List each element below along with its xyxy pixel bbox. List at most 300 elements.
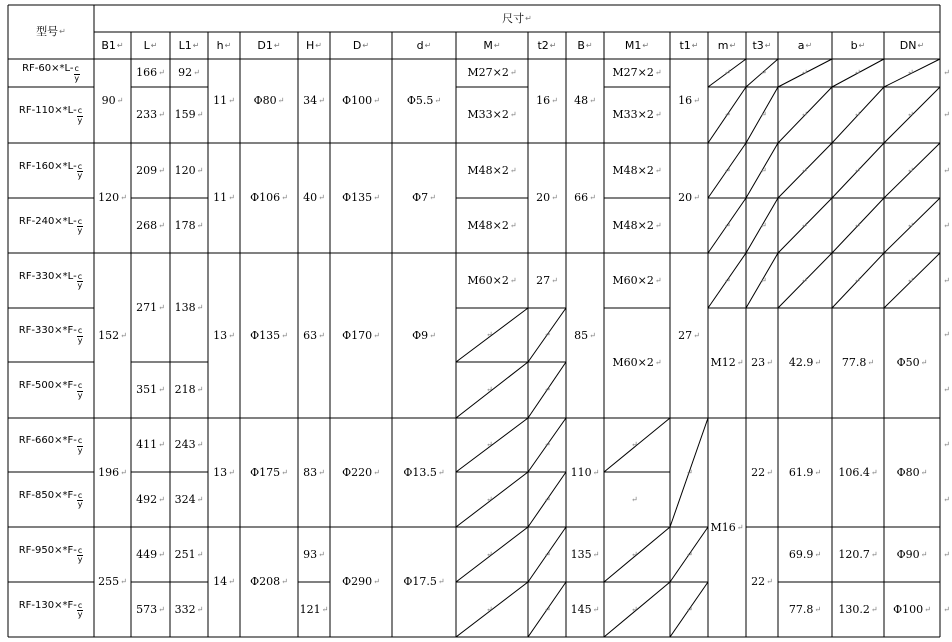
empty-cell-b (832, 87, 884, 143)
empty-cell-dn (884, 198, 940, 253)
empty-cell-t1 (670, 418, 708, 527)
value-cell-d (392, 253, 456, 418)
cell-value: M12 (710, 356, 736, 370)
paragraph-mark-icon: ↵ (766, 577, 773, 586)
fraction-numerator: c (77, 326, 83, 336)
paragraph-mark-icon: ↵ (943, 385, 950, 394)
value-cell-l1 (170, 527, 208, 582)
model-code: RF-500×*F- (18, 380, 77, 392)
paragraph-mark-icon: ↵ (318, 193, 325, 202)
model-name (19, 105, 83, 125)
fraction-numerator: c (74, 64, 79, 74)
paragraph-mark-icon: ↵ (116, 96, 124, 105)
paragraph-mark-icon: ↵ (434, 96, 442, 105)
paragraph-mark-icon: ↵ (592, 467, 600, 477)
fraction-numerator: c (77, 106, 83, 116)
paragraph-mark-icon: ↵ (589, 96, 596, 105)
column-header-a (778, 32, 832, 59)
value-cell-a (778, 527, 832, 582)
value-cell-m (456, 253, 528, 308)
paragraph-mark-icon: ↵ (592, 549, 600, 559)
empty-cell-m (708, 87, 746, 143)
cell-value: Φ170 (342, 328, 373, 342)
row-end-mark (941, 87, 951, 143)
cell-value: 20 (678, 191, 693, 205)
cell-value: 16 (536, 94, 551, 108)
model-fraction (74, 65, 80, 83)
cell-value: 324 (174, 492, 196, 506)
paragraph-mark-icon: ↵ (196, 110, 204, 119)
paragraph-mark-icon: ↵ (691, 40, 699, 50)
empty-cell-dn (884, 59, 940, 87)
paragraph-mark-icon: ↵ (943, 220, 950, 230)
value-cell-d (330, 59, 392, 143)
paragraph-mark-icon: ↵ (814, 549, 822, 559)
paragraph-mark-icon: ↵ (592, 604, 600, 614)
cell-value: 16 (678, 94, 693, 108)
cell-value: 69.9 (788, 547, 814, 561)
column-header-h (298, 32, 330, 59)
header-dimensions-label: 尺寸 (502, 11, 525, 25)
value-cell-t2 (528, 143, 566, 253)
cell-value: Φ80 (896, 465, 920, 479)
cell-value: Φ80 (253, 94, 277, 108)
paragraph-mark-icon: ↵ (281, 577, 288, 586)
paragraph-mark-icon: ↵ (766, 358, 773, 367)
value-cell-d1 (240, 143, 298, 253)
column-header-t2 (528, 32, 566, 59)
paragraph-mark-icon: ↵ (362, 40, 370, 50)
fraction-denominator: y (77, 390, 83, 400)
paragraph-mark-icon: ↵ (920, 467, 928, 477)
value-cell-l (131, 582, 170, 637)
empty-cell-t3 (746, 143, 778, 198)
value-cell-m (708, 308, 746, 418)
cell-value: 120 (174, 163, 196, 177)
column-header-label: D1 (257, 38, 273, 52)
paragraph-mark-icon: ↵ (943, 275, 950, 285)
fraction-numerator: c (77, 490, 83, 500)
empty-cell-b (832, 198, 884, 253)
paragraph-mark-icon: ↵ (509, 68, 517, 77)
value-cell-h (298, 253, 330, 418)
model-fraction (77, 437, 83, 455)
value-cell-d1 (240, 253, 298, 418)
column-header-label: d (416, 38, 424, 52)
value-cell-t2 (528, 59, 566, 143)
fraction-denominator: y (77, 171, 83, 180)
paragraph-mark-icon: ↵ (814, 358, 822, 367)
paragraph-mark-icon: ↵ (917, 40, 925, 50)
paragraph-mark-icon: ↵ (870, 467, 878, 477)
paragraph-mark-icon: ↵ (373, 193, 380, 202)
empty-cell-t3 (746, 253, 778, 308)
empty-cell-t2 (528, 472, 566, 527)
model-cell (8, 143, 94, 198)
model-fraction (77, 492, 83, 510)
value-cell-l1 (170, 253, 208, 362)
cell-value: Φ290 (342, 575, 373, 589)
value-cell-m1 (604, 308, 670, 418)
model-fraction (77, 107, 83, 125)
paragraph-mark-icon: ↵ (551, 96, 558, 105)
value-cell-dn (884, 527, 940, 582)
model-code: RF-950×*F- (18, 544, 77, 556)
cell-value: Φ13.5 (403, 465, 437, 479)
paragraph-mark-icon: ↵ (760, 220, 767, 230)
row-end-mark (941, 198, 951, 253)
cell-value: M33×2 (467, 108, 509, 122)
empty-cell-t2 (528, 582, 566, 637)
empty-cell-m (456, 308, 528, 362)
column-header-label: L (143, 38, 150, 52)
paragraph-mark-icon: ↵ (373, 577, 380, 586)
empty-cell-m (456, 527, 528, 582)
model-name (19, 600, 84, 620)
model-fraction (77, 602, 83, 620)
paragraph-mark-icon: ↵ (631, 494, 638, 504)
model-name (19, 490, 84, 510)
cell-value: 411 (136, 438, 158, 452)
paragraph-mark-icon: ↵ (760, 68, 767, 77)
paragraph-mark-icon: ↵ (544, 440, 551, 449)
paragraph-mark-icon: ↵ (943, 165, 950, 175)
paragraph-mark-icon: ↵ (321, 604, 329, 614)
column-header-l1 (170, 32, 208, 59)
empty-cell-t3 (746, 198, 778, 253)
column-header-label: t2 (537, 38, 549, 52)
paragraph-mark-icon: ↵ (59, 27, 66, 36)
column-header-label: B1 (101, 38, 116, 52)
paragraph-mark-icon: ↵ (158, 110, 165, 119)
value-cell-t3 (746, 418, 778, 527)
paragraph-mark-icon: ↵ (273, 40, 281, 50)
paragraph-mark-icon: ↵ (631, 440, 638, 449)
paragraph-mark-icon: ↵ (509, 165, 517, 175)
row-end-mark (941, 253, 951, 308)
paragraph-mark-icon: ↵ (551, 275, 558, 285)
value-cell-d1 (240, 59, 298, 143)
header-dimensions (94, 5, 940, 32)
paragraph-mark-icon: ↵ (544, 330, 551, 339)
fraction-denominator: y (77, 445, 83, 455)
row-end-mark (941, 418, 951, 472)
cell-value: Φ135 (250, 328, 281, 342)
cell-value: Φ208 (250, 575, 281, 589)
fraction-denominator: y (74, 73, 80, 83)
paragraph-mark-icon: ↵ (924, 604, 931, 614)
model-code: RF-850×*F- (18, 489, 77, 501)
paragraph-mark-icon: ↵ (424, 40, 432, 50)
fraction-denominator: y (77, 610, 83, 619)
value-cell-m1 (604, 59, 670, 87)
model-code: RF-330×*L- (18, 270, 77, 282)
cell-value: Φ106 (250, 191, 281, 205)
value-cell-t3 (746, 527, 778, 637)
value-cell-dn (884, 308, 940, 418)
paragraph-mark-icon: ↵ (373, 330, 380, 340)
value-cell-b (566, 418, 604, 527)
empty-cell-m1 (604, 418, 670, 472)
empty-cell-m1 (604, 527, 670, 582)
paragraph-mark-icon: ↵ (228, 330, 235, 340)
cell-value: M60×2 (612, 273, 654, 287)
value-cell-h (208, 253, 240, 418)
column-header-d (392, 32, 456, 59)
cell-value: 13 (213, 465, 228, 479)
empty-cell-a (778, 253, 832, 308)
value-cell-m1 (604, 143, 670, 198)
cell-value: 120 (98, 191, 120, 205)
paragraph-mark-icon: ↵ (318, 467, 325, 477)
fraction-numerator: c (77, 381, 83, 391)
cell-value: 93 (303, 547, 318, 561)
column-header-label: L1 (178, 38, 192, 52)
cell-value: 42.9 (788, 356, 814, 370)
column-header-label: H (306, 38, 315, 52)
model-name (19, 271, 83, 291)
paragraph-mark-icon: ↵ (801, 110, 808, 119)
cell-value: 209 (136, 163, 158, 177)
paragraph-mark-icon: ↵ (907, 220, 914, 230)
empty-cell-a (778, 143, 832, 198)
value-cell-l (131, 472, 170, 527)
fraction-denominator: y (77, 281, 83, 290)
empty-cell-m (456, 418, 528, 472)
cell-value: 218 (174, 383, 196, 397)
column-header-t3 (746, 32, 778, 59)
cell-value: 268 (136, 218, 158, 232)
column-header-label: DN (899, 38, 917, 52)
fraction-numerator: c (77, 161, 83, 171)
column-header-label: t1 (679, 38, 691, 52)
paragraph-mark-icon: ↵ (196, 494, 204, 504)
value-cell-b (566, 253, 604, 418)
cell-value: 135 (570, 547, 592, 561)
model-cell (8, 198, 94, 253)
paragraph-mark-icon: ↵ (228, 96, 235, 105)
paragraph-mark-icon: ↵ (589, 193, 596, 202)
paragraph-mark-icon: ↵ (525, 13, 532, 23)
empty-cell-t3 (746, 59, 778, 87)
paragraph-mark-icon: ↵ (281, 193, 288, 202)
value-cell-l1 (170, 418, 208, 472)
model-cell (8, 59, 94, 87)
model-cell (8, 253, 94, 308)
value-cell-t3 (746, 308, 778, 418)
fraction-denominator: y (77, 115, 83, 125)
value-cell-l1 (170, 198, 208, 253)
paragraph-mark-icon: ↵ (693, 330, 700, 340)
value-cell-l (131, 87, 170, 143)
cell-value: 130.2 (838, 602, 870, 616)
cell-value: 271 (136, 300, 158, 314)
fraction-denominator: y (77, 335, 83, 345)
model-fraction (77, 547, 83, 565)
value-cell-d (392, 59, 456, 143)
paragraph-mark-icon: ↵ (943, 68, 950, 77)
model-cell (8, 582, 94, 637)
model-cell (8, 362, 94, 418)
value-cell-m (708, 418, 746, 637)
column-header-label: m (717, 38, 729, 52)
value-cell-d1 (240, 527, 298, 637)
paragraph-mark-icon: ↵ (196, 165, 204, 175)
paragraph-mark-icon: ↵ (814, 467, 822, 477)
paragraph-mark-icon: ↵ (654, 358, 662, 367)
paragraph-mark-icon: ↵ (724, 110, 731, 119)
cell-value: 159 (174, 108, 196, 122)
cell-value: 61.9 (788, 465, 814, 479)
paragraph-mark-icon: ↵ (116, 40, 124, 50)
paragraph-mark-icon: ↵ (315, 40, 322, 50)
cell-value: Φ220 (342, 465, 373, 479)
paragraph-mark-icon: ↵ (920, 358, 928, 367)
cell-value: Φ50 (896, 356, 920, 370)
value-cell-b1 (94, 59, 131, 143)
cell-value: Φ90 (896, 547, 920, 561)
paragraph-mark-icon: ↵ (854, 220, 861, 230)
paragraph-mark-icon: ↵ (943, 330, 950, 339)
value-cell-m1 (604, 198, 670, 253)
model-name (19, 380, 84, 400)
paragraph-mark-icon: ↵ (437, 577, 445, 586)
paragraph-mark-icon: ↵ (907, 165, 914, 175)
empty-cell-t2 (528, 418, 566, 472)
paragraph-mark-icon: ↵ (943, 494, 950, 504)
value-cell-d (392, 527, 456, 637)
value-cell-m (456, 143, 528, 198)
paragraph-mark-icon: ↵ (870, 549, 878, 559)
cell-value: Φ100 (342, 94, 373, 108)
empty-cell-m (456, 472, 528, 527)
paragraph-mark-icon: ↵ (654, 165, 662, 175)
cell-value: 351 (136, 383, 158, 397)
empty-cell-b (832, 59, 884, 87)
value-cell-b1 (94, 527, 131, 637)
cell-value: Φ9 (412, 328, 429, 342)
cell-value: 27 (536, 273, 551, 287)
column-header-label: b (850, 38, 858, 52)
cell-value: 110 (570, 465, 592, 479)
paragraph-mark-icon: ↵ (158, 68, 165, 77)
paragraph-mark-icon: ↵ (509, 275, 517, 285)
paragraph-mark-icon: ↵ (867, 358, 875, 367)
cell-value: 449 (136, 547, 158, 561)
paragraph-mark-icon: ↵ (801, 165, 808, 175)
paragraph-mark-icon: ↵ (120, 193, 127, 202)
cell-value: M27×2 (467, 66, 509, 80)
paragraph-mark-icon: ↵ (907, 110, 914, 119)
value-cell-h (208, 527, 240, 637)
model-cell (8, 87, 94, 143)
value-cell-a (778, 418, 832, 527)
paragraph-mark-icon: ↵ (158, 604, 165, 614)
cell-value: 63 (303, 328, 318, 342)
cell-value: 27 (678, 328, 693, 342)
paragraph-mark-icon: ↵ (196, 385, 204, 394)
value-cell-d (330, 418, 392, 527)
paragraph-mark-icon: ↵ (318, 96, 325, 105)
value-cell-h (298, 418, 330, 527)
paragraph-mark-icon: ↵ (158, 440, 165, 449)
paragraph-mark-icon: ↵ (158, 302, 165, 312)
value-cell-dn (884, 582, 940, 637)
paragraph-mark-icon: ↵ (196, 549, 204, 559)
row-end-mark (941, 59, 951, 87)
cell-value: 121 (299, 602, 321, 616)
paragraph-mark-icon: ↵ (509, 220, 517, 230)
model-cell (8, 527, 94, 582)
value-cell-m (456, 87, 528, 143)
paragraph-mark-icon: ↵ (486, 385, 493, 394)
paragraph-mark-icon: ↵ (486, 494, 493, 504)
paragraph-mark-icon: ↵ (150, 40, 158, 50)
cell-value: 22 (751, 465, 766, 479)
cell-value: 22 (751, 575, 766, 589)
empty-cell-m1 (604, 472, 670, 527)
column-header-m (456, 32, 528, 59)
value-cell-d (392, 143, 456, 253)
model-fraction (77, 273, 83, 291)
value-cell-l1 (170, 143, 208, 198)
paragraph-mark-icon: ↵ (544, 494, 551, 504)
header-model-label: 型号 (36, 25, 59, 39)
empty-cell-t2 (528, 362, 566, 418)
empty-cell-t3 (746, 87, 778, 143)
empty-cell-t1 (670, 582, 708, 637)
empty-cell-t2 (528, 308, 566, 362)
paragraph-mark-icon: ↵ (907, 68, 914, 77)
column-header-label: D (352, 38, 362, 52)
value-cell-b (566, 582, 604, 637)
value-cell-b1 (94, 253, 131, 418)
paragraph-mark-icon: ↵ (854, 110, 861, 119)
value-cell-b1 (94, 143, 131, 253)
paragraph-mark-icon: ↵ (724, 165, 731, 175)
empty-cell-m1 (604, 582, 670, 637)
value-cell-l (131, 198, 170, 253)
value-cell-m (456, 59, 528, 87)
column-header-label: a (797, 38, 805, 52)
paragraph-mark-icon: ↵ (801, 220, 808, 230)
paragraph-mark-icon: ↵ (870, 604, 878, 614)
paragraph-mark-icon: ↵ (766, 467, 773, 477)
column-header-m (708, 32, 746, 59)
value-cell-d (330, 253, 392, 418)
value-cell-l (131, 143, 170, 198)
value-cell-l (131, 362, 170, 418)
empty-cell-b (832, 253, 884, 308)
empty-cell-a (778, 87, 832, 143)
empty-cell-m (708, 253, 746, 308)
paragraph-mark-icon: ↵ (228, 577, 235, 586)
empty-cell-m (456, 362, 528, 418)
paragraph-mark-icon: ↵ (509, 110, 517, 119)
model-cell (8, 418, 94, 472)
cell-value: 11 (213, 94, 228, 108)
empty-cell-dn (884, 253, 940, 308)
cell-value: M48×2 (612, 218, 654, 232)
cell-value: 243 (174, 438, 196, 452)
paragraph-mark-icon: ↵ (544, 549, 551, 559)
cell-value: 34 (303, 94, 318, 108)
paragraph-mark-icon: ↵ (551, 193, 558, 202)
cell-value: 83 (303, 465, 318, 479)
cell-value: 48 (574, 94, 589, 108)
paragraph-mark-icon: ↵ (281, 467, 288, 477)
paragraph-mark-icon: ↵ (686, 467, 693, 477)
